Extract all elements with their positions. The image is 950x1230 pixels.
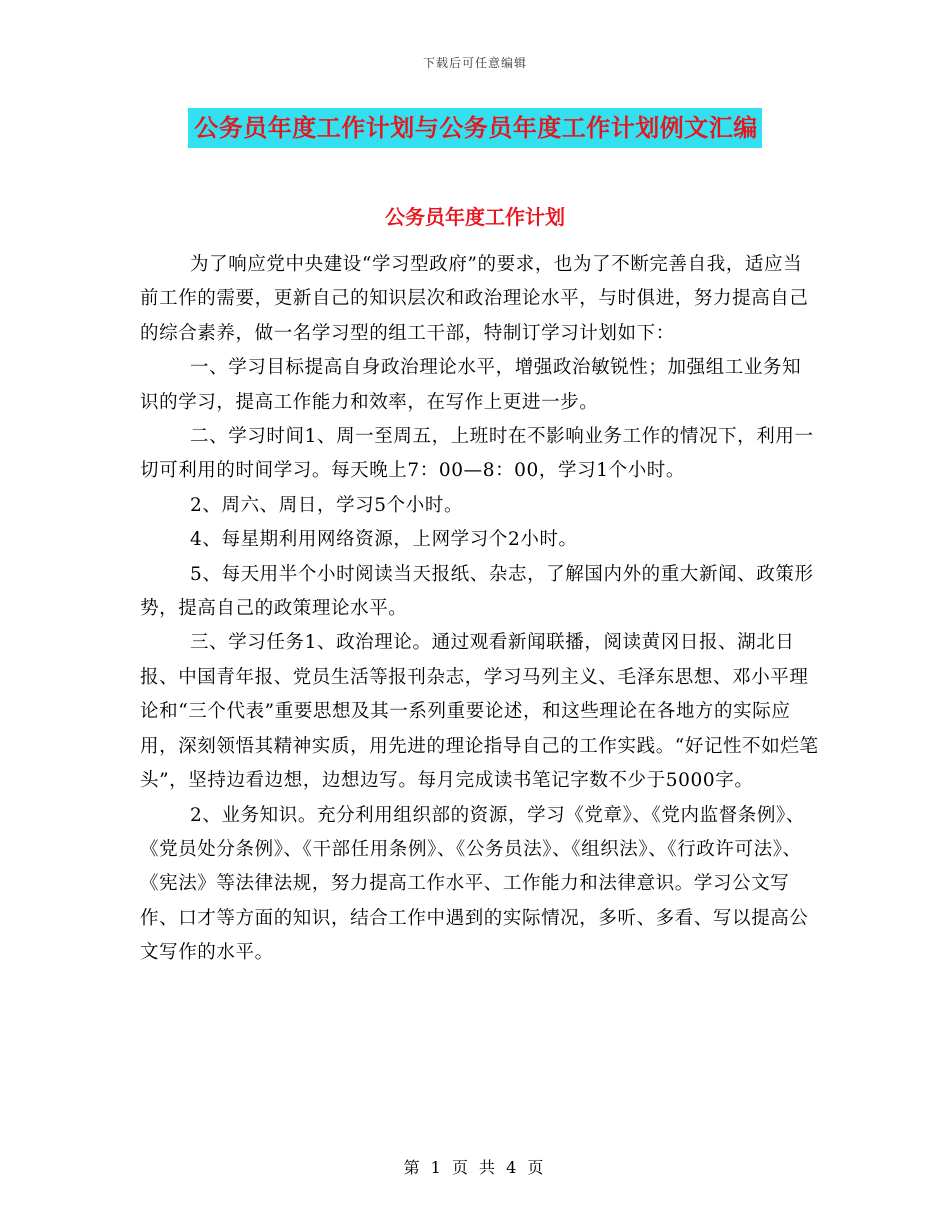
header-note: 下载后可任意编辑 <box>422 56 527 70</box>
paragraph <box>140 489 820 523</box>
paragraph-text: 二、学习时间1、周一至周五，上班时在不影响业务工作的情况下，利用一切可利用的时间学习。每天晚上7：00—8：00，学习1个小时。 <box>140 426 814 482</box>
paragraph <box>140 558 820 627</box>
paragraph <box>140 523 820 557</box>
paragraph <box>140 420 820 489</box>
paragraph-text: 三、学习任务1、政治理论。通过观看新闻联播，阅读黄冈日报、湖北日报、中国青年报、党员生活等报刊杂志，学习马列主义、毛泽东思想、邓小平理论和“三个代表”重要思想及其一系列重要论述，和这些理论在各地方的实际应用，深刻领悟其精神实质，用先进的理论指导自己的工作实践。“好记性不如烂笔头”，坚持边看边想，边想边写。每月完成读书笔记字数不少于5000字。 <box>140 632 819 792</box>
paragraph <box>140 248 820 351</box>
main-title-container <box>0 108 950 148</box>
main-title: 公务员年度工作计划与公务员年度工作计划例文汇编 <box>188 108 762 148</box>
paragraph <box>140 351 820 420</box>
paragraph-text: 5、每天用半个小时阅读当天报纸、杂志，了解国内外的重大新闻、政策形势，提高自己的政策理论水平。 <box>140 563 814 620</box>
paragraph <box>140 799 820 971</box>
paragraph <box>140 626 820 798</box>
paragraph-text: 一、学习目标提高自身政治理论水平，增强政治敏锐性；加强组工业务知识的学习，提高工作能力和效率，在写作上更进一步。 <box>140 357 802 413</box>
page-number: 第 1 页 共 4 页 <box>403 1158 547 1177</box>
paragraph-text: 为了响应党中央建设“学习型政府”的要求，也为了不断完善自我，适应当前工作的需要，更新自己的知识层次和政治理论水平，与时俱进，努力提高自己的综合素养，做一名学习型的组工干部，特制订学习计划如下： <box>140 254 809 344</box>
paragraph-text: 4、每星期利用网络资源，上网学习个2小时。 <box>190 529 578 551</box>
paragraph-text: 2、周六、周日，学习5个小时。 <box>190 494 464 516</box>
paragraph-text: 2、业务知识。充分利用组织部的资源，学习《党章》、《党内监督条例》、《党员处分条例》、《干部任用条例》、《公务员法》、《组织法》、《行政许可法》、《宪法》等法律法规，努力提高工作水平、工作能力和法律意识。学习公文写作、口才等方面的知识，结合工作中遇到的实际情况，多听、多看、写以提高公文写作的水平。 <box>140 804 809 964</box>
section-title: 公务员年度工作计划 <box>385 205 565 229</box>
document-body <box>140 248 820 971</box>
